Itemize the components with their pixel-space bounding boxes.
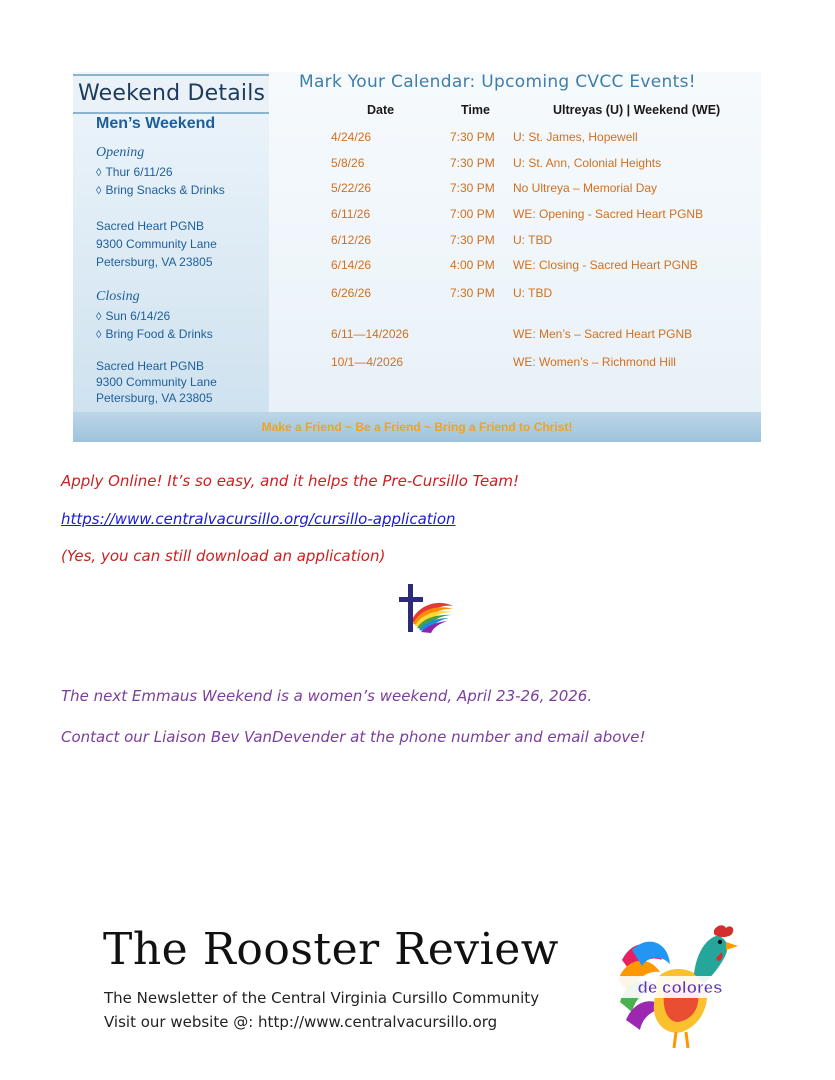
events-panel: [73, 72, 761, 442]
event-time: 7:30 PM: [450, 156, 495, 170]
event-time: 7:00 PM: [450, 207, 495, 221]
apply-online-text: Apply Online! It’s so easy, and it helps the Pre-Cursillo Team!: [61, 472, 519, 490]
diamond-bullet-icon: ◊: [96, 185, 102, 197]
weekend-details-title: Weekend Details: [78, 81, 266, 106]
event-date: 5/22/26: [331, 181, 372, 195]
weekend-details-column: [73, 72, 269, 412]
event-description: U: TBD: [513, 286, 553, 300]
de-colores-label: de colores: [637, 978, 723, 997]
opening-address-line3: Petersburg, VA 23805: [96, 255, 213, 269]
mens-weekend-heading: Men’s Weekend: [96, 115, 216, 132]
event-description: WE: Closing - Sacred Heart PGNB: [513, 258, 698, 272]
event-date: 6/14/26: [331, 258, 372, 272]
slogan-bar: [73, 412, 761, 442]
header-time: Time: [461, 103, 490, 117]
event-time: 7:30 PM: [450, 286, 495, 300]
event-date: 10/1—4/2026: [331, 355, 404, 369]
weekend-details-header: [73, 74, 269, 114]
event-time: 7:30 PM: [450, 130, 495, 144]
closing-date: ◊ Sun 6/14/26: [96, 309, 171, 323]
website-note: Visit our website @: http://www.centralvacursillo.org: [104, 1013, 498, 1031]
emmaus-weekend-note: The next Emmaus Weekend is a women’s weekend, April 23-26, 2026.: [61, 687, 593, 705]
opening-bring: ◊ Bring Snacks & Drinks: [96, 183, 225, 197]
slogan-text: Make a Friend ~ Be a Friend ~ Bring a Friend to Christ!: [261, 420, 573, 434]
event-time: 4:00 PM: [450, 258, 495, 272]
closing-address-line1: Sacred Heart PGNB: [96, 359, 205, 373]
event-description: WE: Men’s – Sacred Heart PGNB: [513, 327, 693, 341]
download-note: (Yes, you can still download an application): [61, 547, 386, 565]
diamond-bullet-icon: ◊: [96, 329, 102, 341]
event-description: WE: Opening - Sacred Heart PGNB: [513, 207, 704, 221]
application-link[interactable]: https://www.centralvacursillo.org/cursillo-application: [61, 510, 456, 528]
newsletter-title: The Rooster Review: [103, 924, 559, 975]
header-event: Ultreyas (U) | Weekend (WE): [553, 103, 721, 117]
calendar-title: Mark Your Calendar: Upcoming CVCC Events!: [299, 72, 696, 92]
event-description: U: TBD: [513, 233, 553, 247]
closing-label: Closing: [96, 289, 140, 304]
event-date: 4/24/26: [331, 130, 372, 144]
event-description: U: St. Ann, Colonial Heights: [513, 156, 662, 170]
opening-address-line2: 9300 Community Lane: [96, 237, 217, 251]
event-time: 7:30 PM: [450, 181, 495, 195]
rooster-logo-icon: [612, 920, 748, 1056]
diamond-bullet-icon: ◊: [96, 311, 102, 323]
event-time: 7:30 PM: [450, 233, 495, 247]
liaison-contact-note: Contact our Liaison Bev VanDevender at the phone number and email above!: [61, 728, 646, 746]
event-date: 6/26/26: [331, 286, 372, 300]
event-date: 6/12/26: [331, 233, 372, 247]
event-description: No Ultreya – Memorial Day: [513, 181, 658, 195]
event-date: 6/11—14/2026: [331, 327, 409, 341]
newsletter-subtitle: The Newsletter of the Central Virginia Cursillo Community: [104, 989, 540, 1007]
opening-date: ◊ Thur 6/11/26: [96, 165, 173, 179]
header-date: Date: [367, 103, 395, 117]
closing-address-line2: 9300 Community Lane: [96, 375, 217, 389]
diamond-bullet-icon: ◊: [96, 167, 102, 179]
event-description: U: St. James, Hopewell: [513, 130, 638, 144]
opening-label: Opening: [96, 145, 145, 160]
closing-bring: ◊ Bring Food & Drinks: [96, 327, 213, 341]
closing-address-line3: Petersburg, VA 23805: [96, 391, 213, 405]
event-date: 6/11/26: [331, 207, 371, 221]
cross-rainbow-icon: [393, 584, 457, 634]
event-description: WE: Women’s – Richmond Hill: [513, 355, 676, 369]
opening-address-line1: Sacred Heart PGNB: [96, 219, 205, 233]
event-date: 5/8/26: [331, 156, 365, 170]
